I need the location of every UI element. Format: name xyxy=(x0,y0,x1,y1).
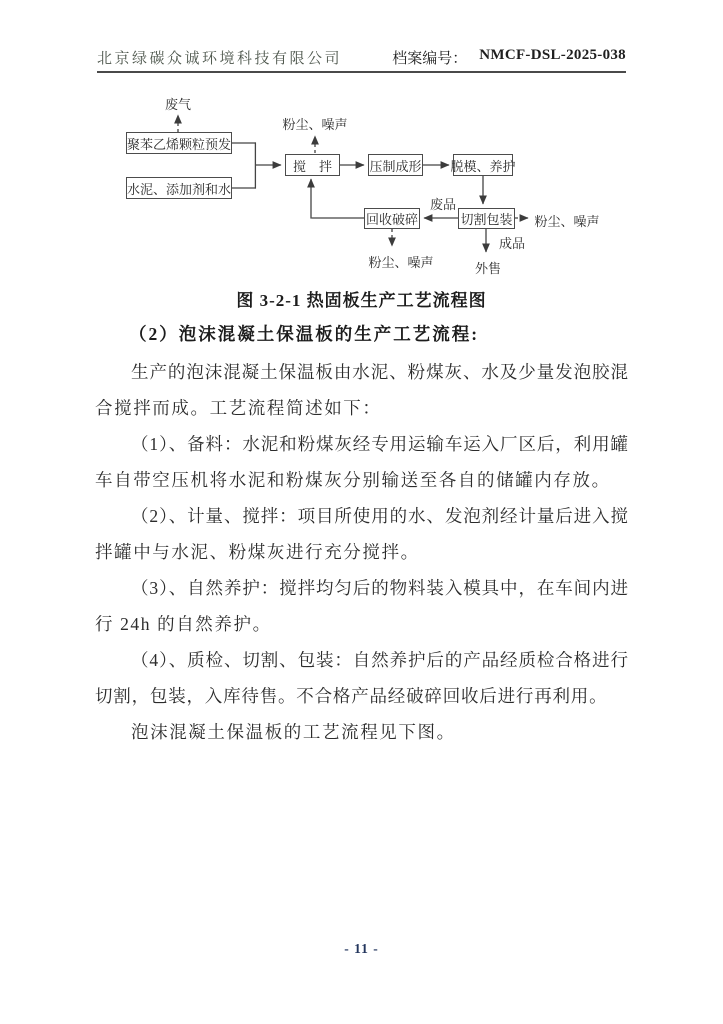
archive-number: NMCF-DSL-2025-038 xyxy=(479,47,626,63)
label-scrap: 废品 xyxy=(429,197,456,212)
body-line: 行 24h 的自然养护。 xyxy=(95,614,272,634)
body-line: 泡沫混凝土保温板的工艺流程见下图。 xyxy=(131,722,456,742)
flow-box-cutting-packaging: 切割包装 xyxy=(458,208,515,229)
page-number: - 11 - xyxy=(344,941,379,956)
archive-number-block xyxy=(392,47,626,68)
body-text xyxy=(95,354,628,750)
label-dust-noise-right: 粉尘、噪声 xyxy=(534,214,600,229)
company-name: 北京绿碳众诚环境科技有限公司 xyxy=(97,51,343,67)
body-line: 生产的泡沫混凝土保温板由水泥、粉煤灰、水及少量发泡胶混 xyxy=(131,362,628,382)
flow-box-press-forming: 压制成形 xyxy=(368,154,423,176)
label-dust-noise-top: 粉尘、噪声 xyxy=(282,117,348,132)
archive-label: 档案编号： xyxy=(392,51,468,67)
flow-box-polystyrene-preexpansion: 聚苯乙烯颗粒预发 xyxy=(126,132,232,154)
label-dust-noise-bottom: 粉尘、噪声 xyxy=(368,255,434,270)
label-finished-product: 成品 xyxy=(498,236,525,251)
flow-box-recycle-crushing: 回收破碎 xyxy=(364,208,420,229)
body-line: （2）、计量、搅拌：项目所使用的水、发泡剂经计量后进入搅 xyxy=(131,506,628,526)
body-line: 切割，包装，入库待售。不合格产品经破碎回收后进行再利用。 xyxy=(95,686,608,706)
label-external-sale: 外售 xyxy=(474,261,501,276)
body-line: 车自带空压机将水泥和粉煤灰分别输送至各自的储罐内存放。 xyxy=(95,470,611,490)
flow-box-cement-additives-water: 水泥、添加剂和水 xyxy=(126,177,232,199)
flow-box-demold-curing: 脱模、养护 xyxy=(453,154,513,176)
process-flowchart xyxy=(97,85,637,290)
flow-box-mixing: 搅 拌 xyxy=(285,154,340,176)
label-waste-gas: 废气 xyxy=(164,97,191,112)
section-heading: （2）泡沫混凝土保温板的生产工艺流程: xyxy=(129,324,480,344)
body-line: （3）、自然养护：搅拌均匀后的物料装入模具中，在车间内进 xyxy=(131,578,628,598)
body-line: 拌罐中与水泥、粉煤灰进行充分搅拌。 xyxy=(95,542,420,562)
body-line: 合搅拌而成。工艺流程简述如下： xyxy=(95,398,382,418)
body-line: （4）、质检、切割、包装：自然养护后的产品经质检合格进行 xyxy=(131,650,628,670)
page-header xyxy=(97,47,626,73)
body-line: （1）、备料：水泥和粉煤灰经专用运输车运入厂区后，利用罐 xyxy=(131,434,628,454)
figure-caption: 图 3-2-1 热固板生产工艺流程图 xyxy=(236,291,487,310)
